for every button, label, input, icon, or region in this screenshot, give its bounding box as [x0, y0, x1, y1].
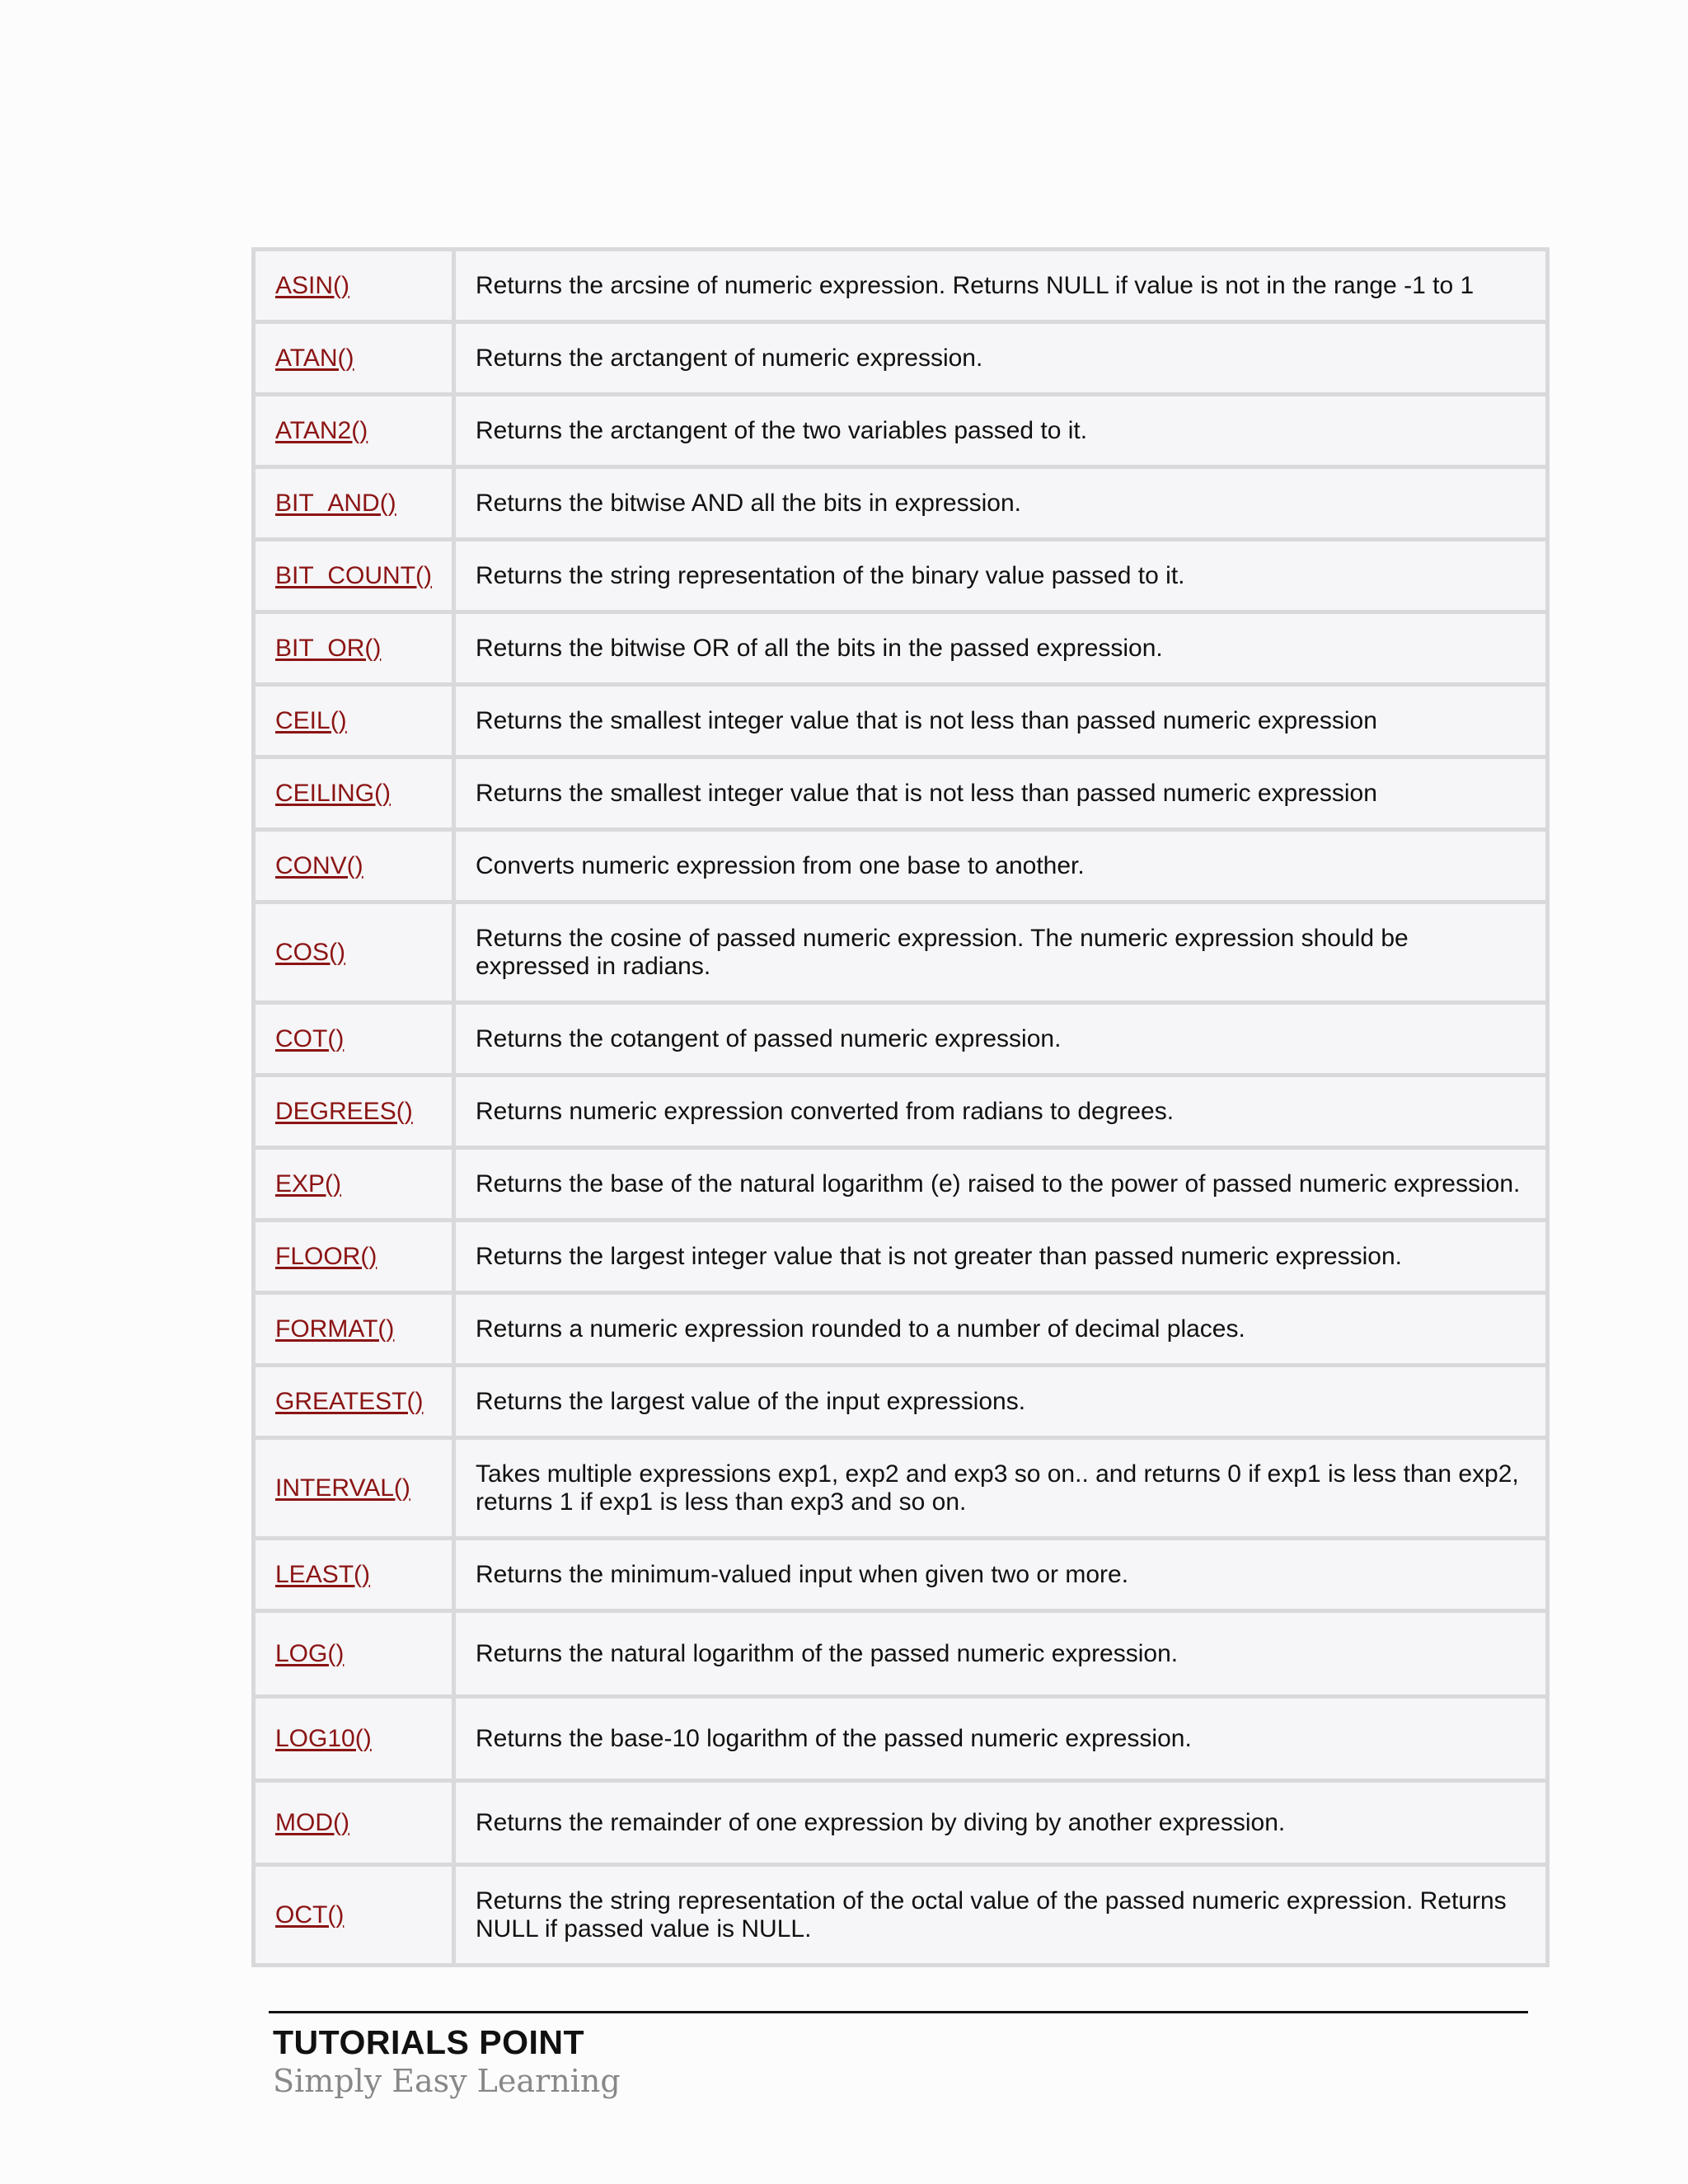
function-link[interactable]: EXP(): [275, 1169, 342, 1197]
table-row: [254, 1148, 1548, 1221]
function-name-cell: [254, 322, 454, 395]
function-link[interactable]: ASIN(): [275, 271, 349, 299]
function-link[interactable]: COT(): [275, 1024, 345, 1052]
function-description: Returns the base of the natural logarithm (e) raised to the power of passed numeric expression.: [454, 1148, 1548, 1221]
function-link[interactable]: DEGREES(): [275, 1097, 413, 1125]
function-link[interactable]: GREATEST(): [275, 1387, 424, 1415]
function-description: Returns the string representation of the octal value of the passed numeric expression. Returns NULL if passed value is NULL.: [454, 1865, 1548, 1966]
table-row: [254, 1076, 1548, 1148]
table-row: [254, 1366, 1548, 1438]
function-name-cell: [254, 1148, 454, 1221]
function-description: Returns a numeric expression rounded to a number of decimal places.: [454, 1293, 1548, 1366]
function-description: Returns the minimum-valued input when given two or more.: [454, 1539, 1548, 1611]
function-name-cell: [254, 540, 454, 612]
function-name-cell: [254, 1865, 454, 1966]
function-description: Returns the cosine of passed numeric expression. The numeric expression should be expressed in radians.: [454, 902, 1548, 1003]
function-description: Returns the bitwise OR of all the bits in the passed expression.: [454, 612, 1548, 685]
function-description: Returns the natural logarithm of the passed numeric expression.: [454, 1611, 1548, 1697]
function-name-cell: [254, 757, 454, 830]
function-name-cell: [254, 1781, 454, 1865]
function-link[interactable]: INTERVAL(): [275, 1474, 410, 1502]
functions-table: [251, 247, 1550, 1967]
function-name-cell: [254, 1438, 454, 1539]
table-row: [254, 395, 1548, 467]
functions-table-body: [254, 250, 1548, 1966]
function-name-cell: [254, 1539, 454, 1611]
table-row: [254, 467, 1548, 540]
function-name-cell: [254, 395, 454, 467]
function-description: Returns the remainder of one expression by diving by another expression.: [454, 1781, 1548, 1865]
function-description: Returns the cotangent of passed numeric expression.: [454, 1003, 1548, 1076]
table-row: [254, 322, 1548, 395]
function-link[interactable]: LOG10(): [275, 1724, 372, 1752]
table-row: [254, 902, 1548, 1003]
function-link[interactable]: MOD(): [275, 1808, 349, 1836]
function-link[interactable]: CEILING(): [275, 779, 392, 807]
function-link[interactable]: BIT_COUNT(): [275, 561, 432, 589]
function-name-cell: [254, 1697, 454, 1781]
table-row: [254, 1293, 1548, 1366]
function-name-cell: [254, 467, 454, 540]
function-description: Returns the arctangent of numeric expression.: [454, 322, 1548, 395]
table-row: [254, 1865, 1548, 1966]
function-description: Returns the arctangent of the two variables passed to it.: [454, 395, 1548, 467]
function-name-cell: [254, 1293, 454, 1366]
function-name-cell: [254, 830, 454, 902]
function-link[interactable]: COS(): [275, 938, 345, 966]
function-link[interactable]: BIT_AND(): [275, 489, 396, 517]
function-link[interactable]: ATAN(): [275, 344, 354, 372]
table-row: [254, 1781, 1548, 1865]
table-row: [254, 685, 1548, 757]
function-name-cell: [254, 250, 454, 322]
table-row: [254, 612, 1548, 685]
function-description: Returns the largest integer value that is not greater than passed numeric expression.: [454, 1221, 1548, 1293]
function-link[interactable]: BIT_OR(): [275, 634, 382, 662]
table-row: [254, 1003, 1548, 1076]
function-link[interactable]: OCT(): [275, 1900, 345, 1929]
function-link[interactable]: CEIL(): [275, 706, 347, 734]
function-name-cell: [254, 902, 454, 1003]
function-name-cell: [254, 1221, 454, 1293]
function-description: Converts numeric expression from one base to another.: [454, 830, 1548, 902]
function-name-cell: [254, 1366, 454, 1438]
table-row: [254, 1438, 1548, 1539]
table-row: [254, 757, 1548, 830]
function-link[interactable]: FORMAT(): [275, 1315, 395, 1343]
function-description: Returns the string representation of the binary value passed to it.: [454, 540, 1548, 612]
function-link[interactable]: LOG(): [275, 1639, 345, 1667]
function-link[interactable]: CONV(): [275, 851, 363, 879]
table-row: [254, 1221, 1548, 1293]
table-row: [254, 540, 1548, 612]
function-name-cell: [254, 612, 454, 685]
footer-brand: TUTORIALS POINT: [273, 2023, 585, 2061]
function-description: Returns the bitwise AND all the bits in expression.: [454, 467, 1548, 540]
function-description: Returns numeric expression converted from radians to degrees.: [454, 1076, 1548, 1148]
table-row: [254, 250, 1548, 322]
table-row: [254, 1697, 1548, 1781]
function-description: Returns the arcsine of numeric expression. Returns NULL if value is not in the range -1 to 1: [454, 250, 1548, 322]
footer-divider: [269, 2011, 1528, 2013]
table-row: [254, 1539, 1548, 1611]
function-link[interactable]: ATAN2(): [275, 416, 368, 444]
function-description: Returns the base-10 logarithm of the passed numeric expression.: [454, 1697, 1548, 1781]
table-row: [254, 1611, 1548, 1697]
function-link[interactable]: FLOOR(): [275, 1242, 377, 1270]
function-description: Returns the smallest integer value that is not less than passed numeric expression: [454, 757, 1548, 830]
function-name-cell: [254, 685, 454, 757]
function-name-cell: [254, 1003, 454, 1076]
function-name-cell: [254, 1076, 454, 1148]
function-description: Takes multiple expressions exp1, exp2 and exp3 so on.. and returns 0 if exp1 is less than exp2, returns 1 if exp1 is less than exp3 and so on.: [454, 1438, 1548, 1539]
function-link[interactable]: LEAST(): [275, 1560, 371, 1588]
function-description: Returns the largest value of the input expressions.: [454, 1366, 1548, 1438]
function-name-cell: [254, 1611, 454, 1697]
function-description: Returns the smallest integer value that is not less than passed numeric expression: [454, 685, 1548, 757]
footer-tagline: Simply Easy Learning: [273, 2063, 621, 2099]
table-row: [254, 830, 1548, 902]
